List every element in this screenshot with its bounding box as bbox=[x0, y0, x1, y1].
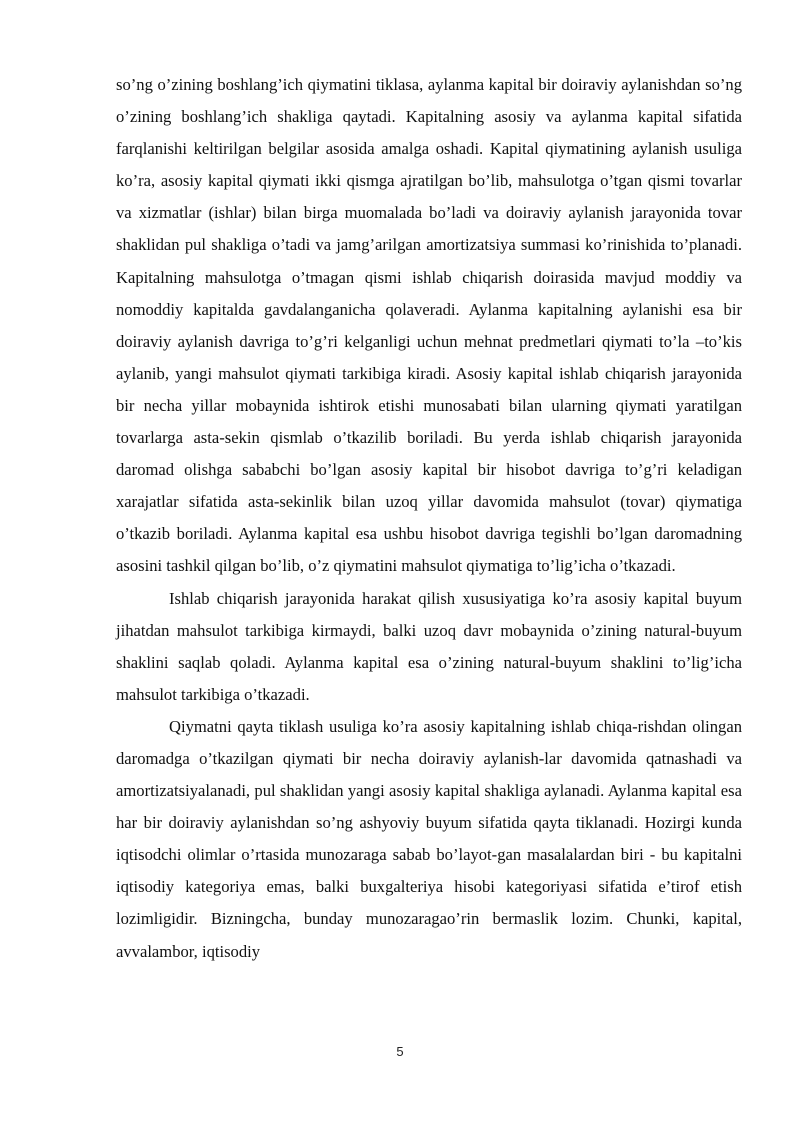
paragraph-3: Qiymatni qayta tiklash usuliga ko’ra asosiy kapitalning ishlab chiqa-rishdan olingan daromadga o’tkazilgan qiymati bir necha doiraviy aylanish-lar davomida qatnashadi va amortizatsiyalanadi, pul shaklidan yangi asosiy kapital shakliga aylanadi. Aylanma kapital esa har bir doiraviy aylanishdan so’ng ashyoviy buyum sifatida qayta tiklanadi. Hozirgi kunda iqtisodchi olimlar o’rtasida munozaraga sabab bo’layot-gan masalalardan biri - bu kapitalni iqtisodiy kategoriya emas, balki buxgalteriya hisobi kategoriyasi sifatida e’tirof etish lozimligidir. Bizningcha, bunday munozaragao’rin bermaslik lozim. Chunki, kapital, avvalambor, iqtisodiy bbox=[116, 716, 742, 961]
paragraph-1: so’ng o’zining boshlang’ich qiymatini tiklasa, aylanma kapital bir doiraviy aylanishdan so’ng o’zining boshlang’ich shakliga qaytadi. Kapitalning asosiy va aylanma kapital sifatida farqlanishi keltirilgan belgilar asosida amalga oshadi. Kapital qiymatining aylanish usuliga ko’ra, asosiy kapital qiymati ikki qismga ajratilgan bo’lib, mahsulotga o’tgan qismi tovarlar va xizmatlar (ishlar) bilan birga muomalada bo’ladi va doiraviy aylanish jarayonida tovar shaklidan pul shakliga o’tadi va jamg’arilgan amortizatsiya summasi ko’rinishida to’planadi. Kapitalning mahsulotga o’tmagan qismi ishlab chiqarish doirasida mavjud moddiy va nomoddiy kapitalda gavdalanganicha qolaveradi. Aylanma kapitalning aylanishi esa bir doiraviy aylanish davriga to’g’ri kelganligi uchun mehnat predmetlari qiymati to’la –to’kis aylanib, yangi mahsulot qiymati tarkibiga kiradi. Asosiy kapital ishlab chiqarish jarayonida bir necha yillar mobaynida ishtirok etishi munosabati bilan ularning qiymati yaratilgan tovarlarga asta-sekin qismlab o’tkazilib boriladi. Bu yerda ishlab chiqarish jarayonida daromad olishga sababchi bo’lgan asosiy kapital bir hisobot davriga to’g’ri keladigan xarajatlar sifatida asta-sekinlik bilan uzoq yillar davomida mahsulot (tovar) qiymatiga o’tkazib boriladi. Aylanma kapital esa ushbu hisobot davriga tegishli bo’lgan daromadning asosini tashkil qilgan bo’lib, o’z qiymatini mahsulot qiymatiga to’lig’icha o’tkazadi. bbox=[116, 75, 742, 576]
paragraph-2: Ishlab chiqarish jarayonida harakat qilish xususiyatiga ko’ra asosiy kapital buyum jihatdan mahsulot tarkibiga kirmaydi, balki uzoq davr mobaynida o’zining natural-buyum shaklini saqlab qoladi. Aylanma kapital esa o’zining natural-buyum shaklini to’lig’icha mahsulot tarkibiga o’tkazadi. bbox=[116, 588, 742, 704]
document-page bbox=[116, 69, 742, 968]
page-number: 5 bbox=[396, 1044, 404, 1059]
